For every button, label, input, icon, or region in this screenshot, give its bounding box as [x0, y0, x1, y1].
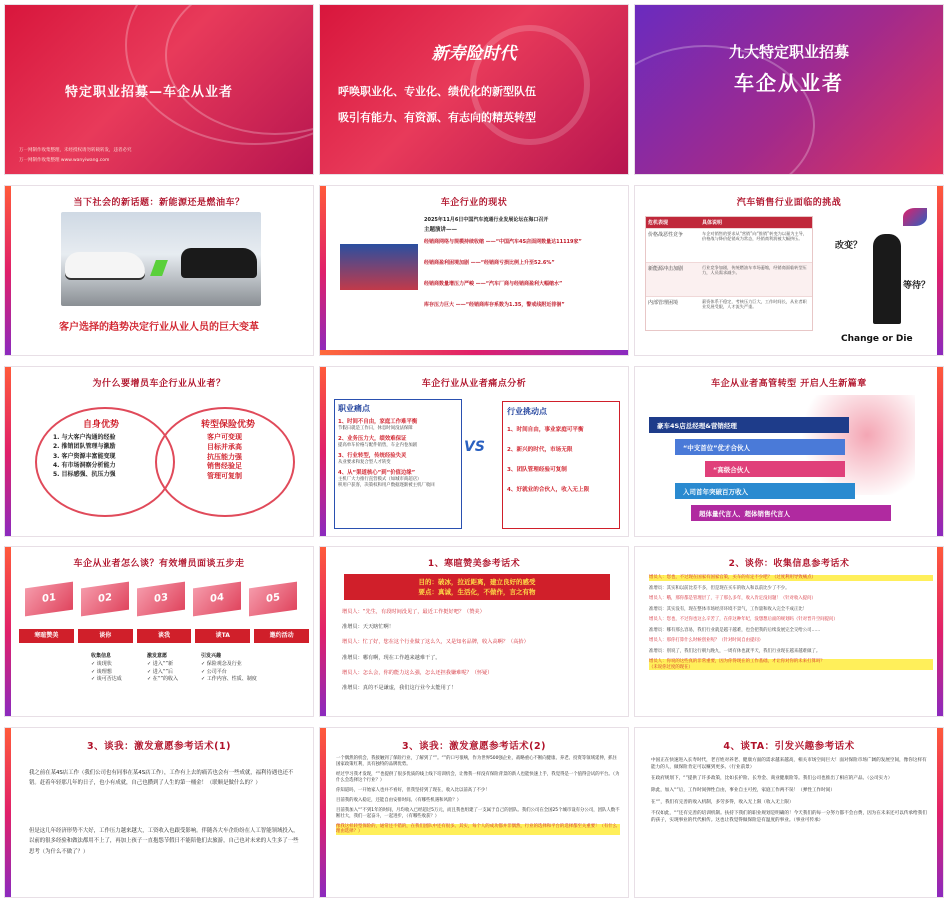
dialogue	[649, 575, 933, 670]
slide-11[interactable]	[319, 546, 629, 717]
dialogue-line: 增员人：忙了好，您在这个行业做了这么久，又是知名品牌，收入高啊？（高抬）	[342, 639, 529, 646]
list-item: ✓ 谈可否达成	[91, 676, 122, 683]
banner-line: 目的：破冰，拉近距离，建立良好的感受	[418, 578, 536, 586]
dialogue-line: 准增员：其实没有，现在整体市场经济环境不景气，工作量和收入完全不成正比！	[649, 606, 808, 612]
list-item: 客户可变现	[207, 433, 242, 441]
decor-bar	[320, 728, 326, 898]
step-detail-col	[201, 653, 257, 684]
slide-3-title2: 车企从业者	[734, 71, 844, 95]
slide-3-title1: 九大特定职业招募	[728, 43, 849, 61]
right-title: 转型保险优势	[201, 420, 256, 430]
slide-7-title: 为什么要增员车企行业从业者？	[92, 379, 226, 389]
car-photo	[61, 212, 261, 306]
dialogue	[342, 609, 618, 691]
dialogue-line: 准增员：哪有啊，现在工作越来越难干了。	[342, 654, 441, 661]
left-list	[53, 433, 116, 479]
slide-10-title: 车企从业者怎么谈？有效增员面谈五步走	[73, 559, 245, 569]
table-cell: 薪资体系不稳定，考核压力巨大，工作时间长，从业者职业发展受限，人才流失严重。	[702, 299, 807, 310]
slide-14[interactable]	[319, 727, 629, 898]
step-cube: 01	[25, 582, 73, 617]
slide-5-list	[424, 238, 620, 308]
slide-15[interactable]	[634, 727, 944, 898]
slide-1[interactable]	[4, 4, 314, 175]
dialogue-line: 准增员：天天瞎忙啊！	[342, 624, 394, 631]
list-item: ✓ 公司平台	[201, 668, 227, 675]
paragraph: 我之前在某4S店工作（我们公司也有同事在某4S店工作），工作有上去的痛苦也会有一些成就，福利待遇也还不错。赶着年轻那几年的日子，也小有成就，自己也攒到了人生的第一桶金！（联顺是做什么的？）	[29, 770, 294, 787]
slide-13[interactable]	[4, 727, 314, 898]
step-label: 谈你	[78, 629, 133, 643]
table-cell: 新能源冲击加剧	[648, 266, 684, 272]
dialogue-line: 增员人：你说的这些真的非常重要，因为你得现在的工作基础，才让你对你的未来打算吗？	[649, 659, 933, 665]
list-item: 积用户获客，决策权和用户数据逐渐被主机厂收回	[338, 483, 435, 488]
list-item: 1、时间自由，事业家庭可平衡	[507, 427, 584, 433]
decor-bar	[320, 367, 326, 537]
table-cell: 行业竞争加剧，传统燃油车市场萎缩，经销商面临转型压力，人员需求减少。	[702, 265, 807, 276]
list-item: 抗压能力强	[207, 452, 242, 461]
decor-bar	[5, 728, 11, 898]
paragraph: 经过学习我才发现，“”也提供了很多优质的线上线下培训机会，让像我一样没有保险背景的新人也能快速上手，我觉得是一个值得尝试的平台。（为什么会选择这个行业？）	[336, 771, 620, 783]
purpose-banner	[344, 574, 610, 600]
slide-12-title: 2、谈你：收集信息参考话术	[728, 559, 850, 569]
forum-photo	[340, 244, 418, 290]
dialogue-line: （未说你过度的现在）	[649, 665, 933, 671]
paragraph: 除此，加入“”后，工作时间弹性自由，事业自主可控，家庭工作两不误！（弹性工作时间）	[651, 787, 835, 793]
slide-5-subheader: 主题演讲——	[424, 227, 458, 233]
list-item: 从业要求和复合型人才转变	[338, 460, 391, 465]
slide-6[interactable]	[634, 185, 944, 356]
list-item: 经销商数量增压力严峻 ——“汽车厂商与经销商盈利大幅缩水”	[424, 281, 563, 287]
paragraph: 一个偶然的机会，我接触到了保险行业，了解到了“”。“”的口号很响，作为世界500强企业，战略重心不断向健康、养老、投资等领域延伸，抓住国家政策红利，具有独特的品牌优势。	[336, 756, 617, 767]
lightning-icon	[150, 260, 168, 276]
paragraph: 在“”，我们有完善的收入机制，多劳多得，收入无上限（收入无上限）	[651, 799, 794, 805]
paragraph: 你知道吗，一开始家人也并不看好，但我坚持到了现在，收入比以前高了不少！	[336, 787, 490, 793]
table-cell: 价格战恶性竞争	[648, 232, 684, 238]
list-item: ✓ 谈现状	[91, 660, 112, 667]
decor-bar	[320, 186, 326, 356]
table-header-cell: 具体说明	[702, 220, 723, 226]
slide-4-caption: 客户选择的趋势决定行业从业人员的巨大变革	[59, 322, 259, 333]
slide-4-title: 当下社会的新话题：新能源还是燃油车？	[73, 198, 245, 208]
dialogue-line: 准增员：哪有那么容易，我们行业就是越干越难，也会把我的后续发展完全交给公司……	[649, 627, 821, 633]
decor-bar	[937, 547, 943, 717]
list-item: ✓ 进入“”新	[147, 660, 173, 667]
slide-15-title: 4、谈TA：引发兴趣参考话术	[723, 741, 855, 752]
change-text: 改变？	[835, 241, 863, 251]
paragraph: 目前我的收入稳定，还能自由安排时间。（有哪些机遇和风险？）	[336, 797, 462, 803]
table-row	[646, 228, 812, 262]
slide-8-title: 车企行业从业者痛点分析	[421, 379, 527, 389]
step-label: 谈我	[137, 629, 192, 643]
list-item: 经销商网络与规模持续收缩 ——“中国汽车4S店面网数量达11119家”	[424, 239, 582, 245]
list-item: 3. 客户资源丰富能变现	[53, 452, 116, 460]
list-item: 库存压力巨大 ——“经销商库存系数为1.35，警戒线附近徘徊”	[424, 302, 565, 308]
decor-bar	[5, 547, 11, 717]
decor-bar	[937, 367, 943, 537]
step-label-row	[19, 629, 309, 643]
list-item: 管理可复制	[207, 472, 242, 481]
highlight-title: 行业挑动点	[507, 407, 547, 416]
decor-bar	[937, 728, 943, 898]
list-item: 主机厂大力推行直营模式（如城市商超店）	[338, 477, 422, 482]
right-list	[207, 433, 242, 482]
paragraph-list	[336, 756, 620, 835]
dialogue-line: 增员人：“先生，有段时间没见了，最近工作挺好吧？（赞美）	[342, 609, 485, 615]
paragraph: 中国正在快速进入长寿时代，老百姓对养老、健康方面的需求越来越高，相关市场空间巨大！面对保险市场广阔的发展空间，像你这样有能力的人，做保险肯定可以赚到更多。（行业前景）	[651, 758, 927, 770]
slide-10[interactable]	[4, 546, 314, 717]
ladder-item: 豪车4S店总经理&营销经理	[649, 417, 849, 433]
paragraph: 在政府规划下，“”提供了许多政策，比如长护险、长寿金、商业健康险等。我们公司也推出了相应的产品。（公司实力）	[651, 776, 893, 782]
table-row	[646, 296, 812, 330]
list-item: 节假日就是工作日，休息时间没法保障	[338, 426, 413, 431]
paragraph: 不仅如此，“”还有完善的培训机制。扶持下我们的职业规划是明确的！今天我们的每一分努力都不会白费，因为在未来还可以传承给我们的孩子，实现事业的代代相传。这也让我觉得做保险是有温度的事业。（事业可传承）	[651, 811, 927, 823]
list-item: 4、从“渠道核心”到“价值边缘”	[338, 470, 416, 476]
step-label: 寒暄赞美	[19, 629, 74, 643]
table-header	[646, 217, 812, 228]
list-item: ✓ 保险观念及行业	[201, 660, 242, 667]
slide-7[interactable]	[4, 366, 314, 537]
step-detail-title: 激发意愿	[147, 653, 168, 659]
vs-icon: VS	[464, 439, 485, 455]
slide-2-title: 新寿险时代	[431, 44, 517, 64]
decor-bar	[5, 367, 11, 537]
list-item: 2、新兴的时代，市场无限	[507, 447, 573, 453]
dialogue-line: 准增员：真的不是谦虚，我们这行业今太能用了！	[342, 685, 457, 692]
table-header-cell: 危机表现	[648, 220, 669, 226]
dialogue-line: 增员人：怎么会，你的能力这么强，怎么还担我嫌难呢？（怀疑）	[342, 669, 493, 676]
dialogue-line: 准增员：别说了，我们这行朝九晚九，一周有休也就半天，我们行业现在越来越难做了。	[649, 648, 821, 654]
slide-1-note: 万一网制作收集整理，未经授权请勿转载转发，违者必究	[19, 148, 132, 153]
slide-12[interactable]	[634, 546, 944, 717]
step-row	[25, 585, 303, 615]
step-cube: 04	[193, 582, 241, 617]
slide-8[interactable]	[319, 366, 629, 537]
slide-5-title: 车企行业的现状	[440, 198, 508, 208]
paragraph-list	[651, 758, 927, 825]
list-item: 4、好就业的合伙人，收入无上限	[507, 487, 590, 493]
slide-14-title: 3、谈我：激发意愿参考话术(2)	[402, 741, 546, 752]
person-silhouette-icon	[873, 234, 901, 324]
list-item: 3、行业转型，传统经验失灵	[338, 453, 407, 459]
list-item: 1. 与大客户沟通的经验	[53, 434, 116, 441]
list-item: ✓ 谈理想	[91, 668, 112, 675]
decor-bar	[320, 547, 326, 717]
step-cube: 05	[249, 582, 297, 617]
ladder-item: “高级合伙人	[705, 461, 845, 477]
step-detail-col	[91, 653, 122, 684]
slide-6-title: 汽车销售行业面临的挑战	[736, 198, 842, 208]
list-item: 2、业务压力大，绩效难保证	[338, 436, 407, 442]
step-label: 谈TA	[195, 629, 250, 643]
slide-2[interactable]	[319, 4, 629, 175]
slide-11-title: 1、寒暄赞美参考话术	[427, 559, 521, 569]
dialogue-line: 增员人：那你打算什么时候创业呢？（针对时间自由提问）	[649, 638, 764, 643]
slide-5[interactable]	[319, 185, 629, 356]
slide-4[interactable]	[4, 185, 314, 356]
bird-icon	[903, 208, 927, 226]
dialogue-line: 增员人：哦，那你都是管理层了，干了那么多年，收入肯定没问题！（针对收入提问）	[649, 596, 816, 601]
paragraph: 目前我加入“”不到1年的时间，月均收入已经超过5万元，而且我也组建了一支属于自己的团队。我们公司在全国25个城市设有分公司，团队人数不断壮大，我们一起奋斗，一起进步，（有哪些收获？）	[336, 807, 620, 819]
dialogue-line: 增员人：您也，不过现在国家有国家官策，买车的有定不少吧？（过度利用导致痛点）	[649, 575, 933, 581]
list-item: ✓ 工作内容、性质、制度	[201, 676, 257, 683]
slide-9[interactable]	[634, 366, 944, 537]
slide-5-header: 2025年11月6日中国汽车流通行业发展论坛在海口召开	[424, 217, 549, 223]
slide-2-line1: 呼唤职业化、专业化、绩优化的新型队伍	[338, 85, 536, 98]
paragraph: 像我这样转型保险的，通常还不错的，在我们团队中还有很多。其实，每个人的成功都并非偶然，行业的选择和平台的选择都至关重要！（有什么理由选择？）	[336, 824, 620, 836]
list-item: 4. 有市场洞察分析能力	[53, 461, 116, 469]
pain-box	[334, 399, 462, 529]
decor-bar	[937, 186, 943, 356]
slide-2-line2: 吸引有能力、有资源、有志向的精英转型	[338, 111, 536, 124]
wait-text: 等待？	[903, 281, 931, 291]
table-row	[646, 262, 812, 296]
table-cell: 车企对销售的要求从“营销”向“推销”转变为以量为主导，价格战与降价促销成为常态，经销商利润被大幅挤压。	[702, 231, 807, 242]
dialogue-line: 增员人：您也，不过你也这么辛苦了，在你这种年纪，没想想后面的规划吗（针对晋升空间提问）	[649, 617, 838, 622]
ladder-item: 超体量代言人、超体销售代言人	[691, 505, 891, 521]
list-item: 经销商盈利困境加剧 ——“经销商亏损比例上升至52.6%”	[424, 260, 555, 266]
list-item: 1、时间不自由，家庭工作难平衡	[338, 419, 418, 425]
slide-13-title: 3、谈我：激发意愿参考话术(1)	[87, 741, 231, 752]
step-label: 邀约活动	[254, 629, 309, 643]
step-cube: 03	[137, 582, 185, 617]
list-item: ✓ 进入“”后	[147, 668, 173, 675]
slide-1-note: 万一网制作收集整理 www.wanyiwang.com	[19, 158, 110, 163]
list-item: 2. 推销团队管理与激励	[53, 443, 116, 451]
list-item: 3、团队管理经验可复制	[507, 467, 567, 473]
fuel-car-icon	[181, 248, 257, 278]
table-cell: 内部管理困境	[648, 300, 679, 306]
list-item: 5. 目标感强、抗压力强	[53, 471, 116, 479]
highlight-box	[502, 401, 620, 529]
change-or-die-text: Change or Die	[841, 334, 913, 344]
step-cube: 02	[81, 582, 129, 617]
list-item: 目标并承高	[207, 442, 242, 451]
ladder-item: 入司首年突破百万收入	[675, 483, 855, 499]
ev-car-icon	[65, 252, 145, 278]
dialogue-line: 准增员：其实和以前比差不多，但是现在买车的收入和以前比少了不少。	[649, 585, 790, 591]
list-item: ✓ 在“”的收入	[147, 676, 178, 683]
step-detail-col	[147, 653, 178, 684]
pain-title: 职业痛点	[338, 404, 370, 413]
left-title: 自身优势	[83, 420, 120, 430]
banner-line: 要点：真诚，生活化，不做作，言之有物	[418, 588, 536, 597]
challenge-table	[645, 216, 813, 331]
step-detail-title: 收集信息	[91, 653, 112, 659]
list-item: 提高单车价格与配件销售，车企内卷加剧	[338, 443, 418, 448]
list-item: 销售经验足	[207, 462, 242, 471]
slide-1-title: 特定职业招募—车企从业者	[65, 85, 234, 100]
step-detail-title: 引发兴趣	[201, 653, 222, 659]
slide-9-title: 车企从业者高管转型 开启人生新篇章	[711, 379, 867, 389]
decor-footer	[320, 350, 628, 355]
ladder-item: “中支首位”优才合伙人	[675, 439, 845, 455]
paragraph: 但是这几年经济形势不大好，工作压力越来越大，工资收入也跟受影响。伴随各大车企纷纷在人工智能领域投入，以前的很多经验和做法都用不上了，再加上孩子一直抱怨节假日不能陪他们去旅游，自己也对未来的人生多了一些思考（为什么不做了？）	[29, 828, 299, 855]
slide-3[interactable]	[634, 4, 944, 175]
decor-swoosh	[634, 45, 815, 175]
